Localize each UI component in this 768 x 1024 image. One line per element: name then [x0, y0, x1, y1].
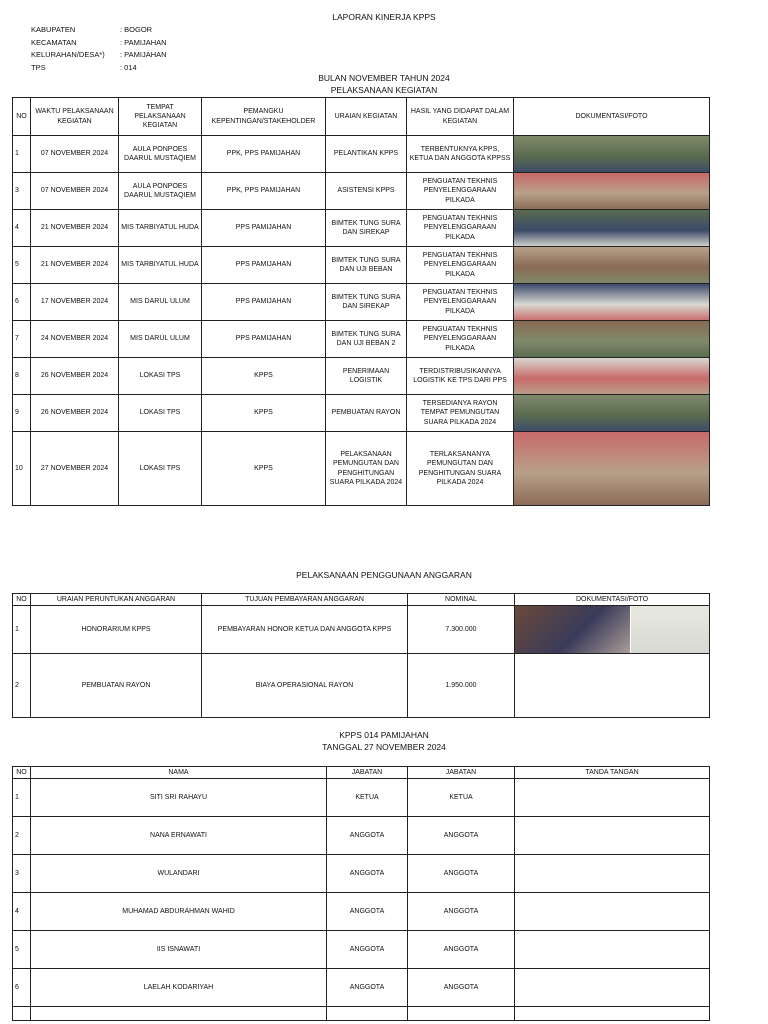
cell-waktu: 21 NOVEMBER 2024: [31, 210, 119, 247]
activities-header-row: [13, 98, 710, 136]
header-uraian: URAIAN KEGIATAN: [326, 98, 407, 136]
signature-row: [13, 1007, 710, 1021]
sig-cell-nama: [31, 1007, 327, 1021]
documentation-photo: [514, 395, 710, 432]
photo-image: [514, 136, 710, 173]
cell-tempat: MIS TARBIYATUL HUDA: [119, 247, 202, 284]
cell-no: 8: [13, 358, 31, 395]
sig-cell-no: 6: [13, 969, 31, 1007]
cell-stakeholder: PPS PAMIJAHAN: [202, 321, 326, 358]
photo-image: [514, 247, 710, 284]
info-row-kabupaten: KABUPATEN : BOGOR: [31, 25, 153, 34]
sig-cell-no: [13, 1007, 31, 1021]
cell-hasil: PENGUATAN TEKHNIS PENYELENGGARAAN PILKADA: [407, 284, 514, 321]
budget-header-tujuan: TUJUAN PEMBAYARAN ANGGARAN: [202, 594, 408, 606]
signature-cell: [515, 893, 710, 931]
header-no: NO: [13, 98, 31, 136]
sig-cell-jabatan: KETUA: [327, 779, 408, 817]
sig-header-jabatan-2: JABATAN: [408, 767, 515, 779]
table-row: [13, 321, 710, 358]
cell-stakeholder: KPPS: [202, 358, 326, 395]
cell-waktu: 24 NOVEMBER 2024: [31, 321, 119, 358]
cell-uraian: BIMTEK TUNG SURA DAN UJI BEBAN 2: [326, 321, 407, 358]
sig-cell-no: 2: [13, 817, 31, 855]
sig-cell-no: 1: [13, 779, 31, 817]
budget-cell-uraian: PEMBUATAN RAYON: [31, 654, 202, 718]
signature-row: [13, 779, 710, 817]
sig-cell-jabatan-2: ANGGOTA: [408, 855, 515, 893]
info-row-kelurahan: KELURAHAN/DESA*) : PAMIJAHAN: [31, 50, 167, 59]
section-title-budget: PELAKSANAAN PENGGUNAAN ANGGARAN: [296, 570, 472, 580]
documentation-photo: [514, 284, 710, 321]
budget-header-uraian: URAIAN PERUNTUKAN ANGGARAN: [31, 594, 202, 606]
report-period: BULAN NOVEMBER TAHUN 2024: [318, 73, 450, 83]
budget-cell-tujuan: BIAYA OPERASIONAL RAYON: [202, 654, 408, 718]
photo-image: [514, 210, 710, 247]
signature-table: [12, 766, 710, 1021]
cell-no: 4: [13, 210, 31, 247]
cell-tempat: AULA PONPOES DAARUL MUSTAQIEM: [119, 136, 202, 173]
cell-uraian: PENERIMAAN LOGISTIK: [326, 358, 407, 395]
sig-header-no: NO: [13, 767, 31, 779]
cell-waktu: 27 NOVEMBER 2024: [31, 432, 119, 506]
cell-hasil: TERBENTUKNYA KPPS, KETUA DAN ANGGOTA KPPSS: [407, 136, 514, 173]
sig-cell-nama: IIS ISNAWATI: [31, 931, 327, 969]
budget-cell-no: 2: [13, 654, 31, 718]
table-row: [13, 358, 710, 395]
sig-cell-jabatan: ANGGOTA: [327, 969, 408, 1007]
cell-no: 5: [13, 247, 31, 284]
sig-header-nama: NAMA: [31, 767, 327, 779]
cell-no: 9: [13, 395, 31, 432]
info-row-tps: TPS : 014: [31, 62, 137, 72]
table-row: [13, 173, 710, 210]
cell-uraian: PELAKSANAAN PEMUNGUTAN DAN PENGHITUNGAN SUARA PILKADA 2024: [326, 432, 407, 506]
cell-hasil: TERLAKSANANYA PEMUNGUTAN DAN PENGHITUNGAN SUARA PILKADA 2024: [407, 432, 514, 506]
documentation-photo: [514, 247, 710, 284]
header-tempat: TEMPAT PELAKSANAAN KEGIATAN: [119, 98, 202, 136]
cell-no: 10: [13, 432, 31, 506]
cell-tempat: LOKASI TPS: [119, 432, 202, 506]
budget-header-nominal: NOMINAL: [408, 594, 515, 606]
signature-row: [13, 893, 710, 931]
photo-image: [514, 284, 710, 321]
cell-waktu: 17 NOVEMBER 2024: [31, 284, 119, 321]
sig-cell-no: 5: [13, 931, 31, 969]
table-row: [13, 210, 710, 247]
signature-row: [13, 969, 710, 1007]
photo-image: [515, 606, 630, 654]
sig-cell-nama: MUHAMAD ABDURAHMAN WAHID: [31, 893, 327, 931]
sig-cell-jabatan: [327, 1007, 408, 1021]
cell-tempat: AULA PONPOES DAARUL MUSTAQIEM: [119, 173, 202, 210]
signature-cell: [515, 817, 710, 855]
budget-cell-uraian: HONORARIUM KPPS: [31, 606, 202, 654]
cell-stakeholder: KPPS: [202, 395, 326, 432]
signature-cell: [515, 855, 710, 893]
cell-no: 7: [13, 321, 31, 358]
signature-row: [13, 817, 710, 855]
sig-cell-jabatan-2: ANGGOTA: [408, 893, 515, 931]
section-title-activities: PELAKSANAAN KEGIATAN: [330, 85, 438, 95]
cell-tempat: MIS DARUL ULUM: [119, 321, 202, 358]
documentation-photo: [514, 432, 710, 506]
sig-cell-nama: LAELAH KODARIYAH: [31, 969, 327, 1007]
sig-cell-nama: NANA ERNAWATI: [31, 817, 327, 855]
signature-row: [13, 931, 710, 969]
photo-image: [514, 395, 710, 432]
cell-uraian: PELANTIKAN KPPS: [326, 136, 407, 173]
sig-cell-nama: WULANDARI: [31, 855, 327, 893]
sig-header-jabatan: JABATAN: [327, 767, 408, 779]
cell-uraian: BIMTEK TUNG SURA DAN SIREKAP: [326, 284, 407, 321]
photo-image: [514, 358, 710, 395]
sig-cell-jabatan-2: KETUA: [408, 779, 515, 817]
signature-header-row: [13, 767, 710, 779]
signature-cell: [515, 931, 710, 969]
photo-image: [631, 606, 710, 654]
cell-tempat: MIS TARBIYATUL HUDA: [119, 210, 202, 247]
cell-stakeholder: PPK, PPS PAMIJAHAN: [202, 173, 326, 210]
budget-header-dokumentasi: DOKUMENTASI/FOTO: [515, 594, 710, 606]
cell-hasil: TERDISTRIBUSIKANNYA LOGISTIK KE TPS DARI PPS: [407, 358, 514, 395]
budget-row: [13, 606, 710, 654]
cell-stakeholder: PPS PAMIJAHAN: [202, 284, 326, 321]
info-row-kecamatan: KECAMATAN : PAMIJAHAN: [31, 37, 167, 47]
table-row: [13, 395, 710, 432]
documentation-photo: [514, 321, 710, 358]
budget-header-no: NO: [13, 594, 31, 606]
budget-cell-no: 1: [13, 606, 31, 654]
table-row: [13, 136, 710, 173]
sig-cell-no: 3: [13, 855, 31, 893]
cell-hasil: TERSEDIANYA RAYON TEMPAT PEMUNGUTAN SUARA PILKADA 2024: [407, 395, 514, 432]
cell-tempat: LOKASI TPS: [119, 358, 202, 395]
cell-stakeholder: PPS PAMIJAHAN: [202, 210, 326, 247]
kpps-date: TANGGAL 27 NOVEMBER 2024: [322, 742, 446, 752]
sig-cell-jabatan: ANGGOTA: [327, 893, 408, 931]
header-dokumentasi: DOKUMENTASI/FOTO: [514, 98, 710, 136]
report-title: LAPORAN KINERJA KPPS: [332, 12, 436, 22]
cell-no: 1: [13, 136, 31, 173]
report-info: [31, 24, 167, 74]
signature-cell: [515, 969, 710, 1007]
documentation-photo: [514, 358, 710, 395]
cell-stakeholder: PPS PAMIJAHAN: [202, 247, 326, 284]
cell-hasil: PENGUATAN TEKHNIS PENYELENGGARAAN PILKADA: [407, 173, 514, 210]
budget-documentation: [515, 606, 710, 654]
documentation-photo: [514, 136, 710, 173]
budget-header-row: [13, 594, 710, 606]
sig-cell-no: 4: [13, 893, 31, 931]
sig-cell-jabatan: ANGGOTA: [327, 855, 408, 893]
sig-cell-jabatan-2: ANGGOTA: [408, 969, 515, 1007]
cell-no: 3: [13, 173, 31, 210]
activities-table: [12, 97, 710, 506]
cell-uraian: BIMTEK TUNG SURA DAN UJI BEBAN: [326, 247, 407, 284]
photo-image: [514, 173, 710, 210]
sig-cell-jabatan-2: ANGGOTA: [408, 817, 515, 855]
cell-no: 6: [13, 284, 31, 321]
budget-cell-nominal: 1.950.000: [408, 654, 515, 718]
sig-cell-jabatan-2: [408, 1007, 515, 1021]
budget-cell-tujuan: PEMBAYARAN HONOR KETUA DAN ANGGOTA KPPS: [202, 606, 408, 654]
cell-tempat: LOKASI TPS: [119, 395, 202, 432]
budget-documentation: [515, 654, 710, 718]
sig-cell-jabatan: ANGGOTA: [327, 817, 408, 855]
cell-uraian: ASISTENSI KPPS: [326, 173, 407, 210]
table-row: [13, 432, 710, 506]
sig-cell-jabatan-2: ANGGOTA: [408, 931, 515, 969]
header-waktu: WAKTU PELAKSANAAN KEGIATAN: [31, 98, 119, 136]
cell-uraian: BIMTEK TUNG SURA DAN SIREKAP: [326, 210, 407, 247]
cell-hasil: PENGUATAN TEKHNIS PENYELENGGARAAN PILKADA: [407, 321, 514, 358]
cell-hasil: PENGUATAN TEKHNIS PENYELENGGARAAN PILKADA: [407, 247, 514, 284]
photo-image: [514, 432, 710, 506]
sig-header-tanda-tangan: TANDA TANGAN: [515, 767, 710, 779]
cell-waktu: 26 NOVEMBER 2024: [31, 395, 119, 432]
kpps-title: KPPS 014 PAMIJAHAN: [339, 730, 429, 740]
cell-uraian: PEMBUATAN RAYON: [326, 395, 407, 432]
budget-table: [12, 593, 710, 718]
budget-row: [13, 654, 710, 718]
cell-hasil: PENGUATAN TEKHNIS PENYELENGGARAAN PILKADA: [407, 210, 514, 247]
signature-row: [13, 855, 710, 893]
cell-waktu: 26 NOVEMBER 2024: [31, 358, 119, 395]
cell-waktu: 21 NOVEMBER 2024: [31, 247, 119, 284]
budget-cell-nominal: 7.300.000: [408, 606, 515, 654]
cell-tempat: MIS DARUL ULUM: [119, 284, 202, 321]
header-hasil: HASIL YANG DIDAPAT DALAM KEGIATAN: [407, 98, 514, 136]
signature-cell: [515, 779, 710, 817]
table-row: [13, 284, 710, 321]
documentation-photo: [514, 210, 710, 247]
cell-stakeholder: KPPS: [202, 432, 326, 506]
cell-waktu: 07 NOVEMBER 2024: [31, 173, 119, 210]
sig-cell-nama: SITI SRI RAHAYU: [31, 779, 327, 817]
sig-cell-jabatan: ANGGOTA: [327, 931, 408, 969]
table-row: [13, 247, 710, 284]
header-stakeholder: PEMANGKU KEPENTINGAN/STAKEHOLDER: [202, 98, 326, 136]
signature-cell: [515, 1007, 710, 1021]
documentation-photo: [514, 173, 710, 210]
cell-waktu: 07 NOVEMBER 2024: [31, 136, 119, 173]
cell-stakeholder: PPK, PPS PAMIJAHAN: [202, 136, 326, 173]
photo-image: [514, 321, 710, 358]
